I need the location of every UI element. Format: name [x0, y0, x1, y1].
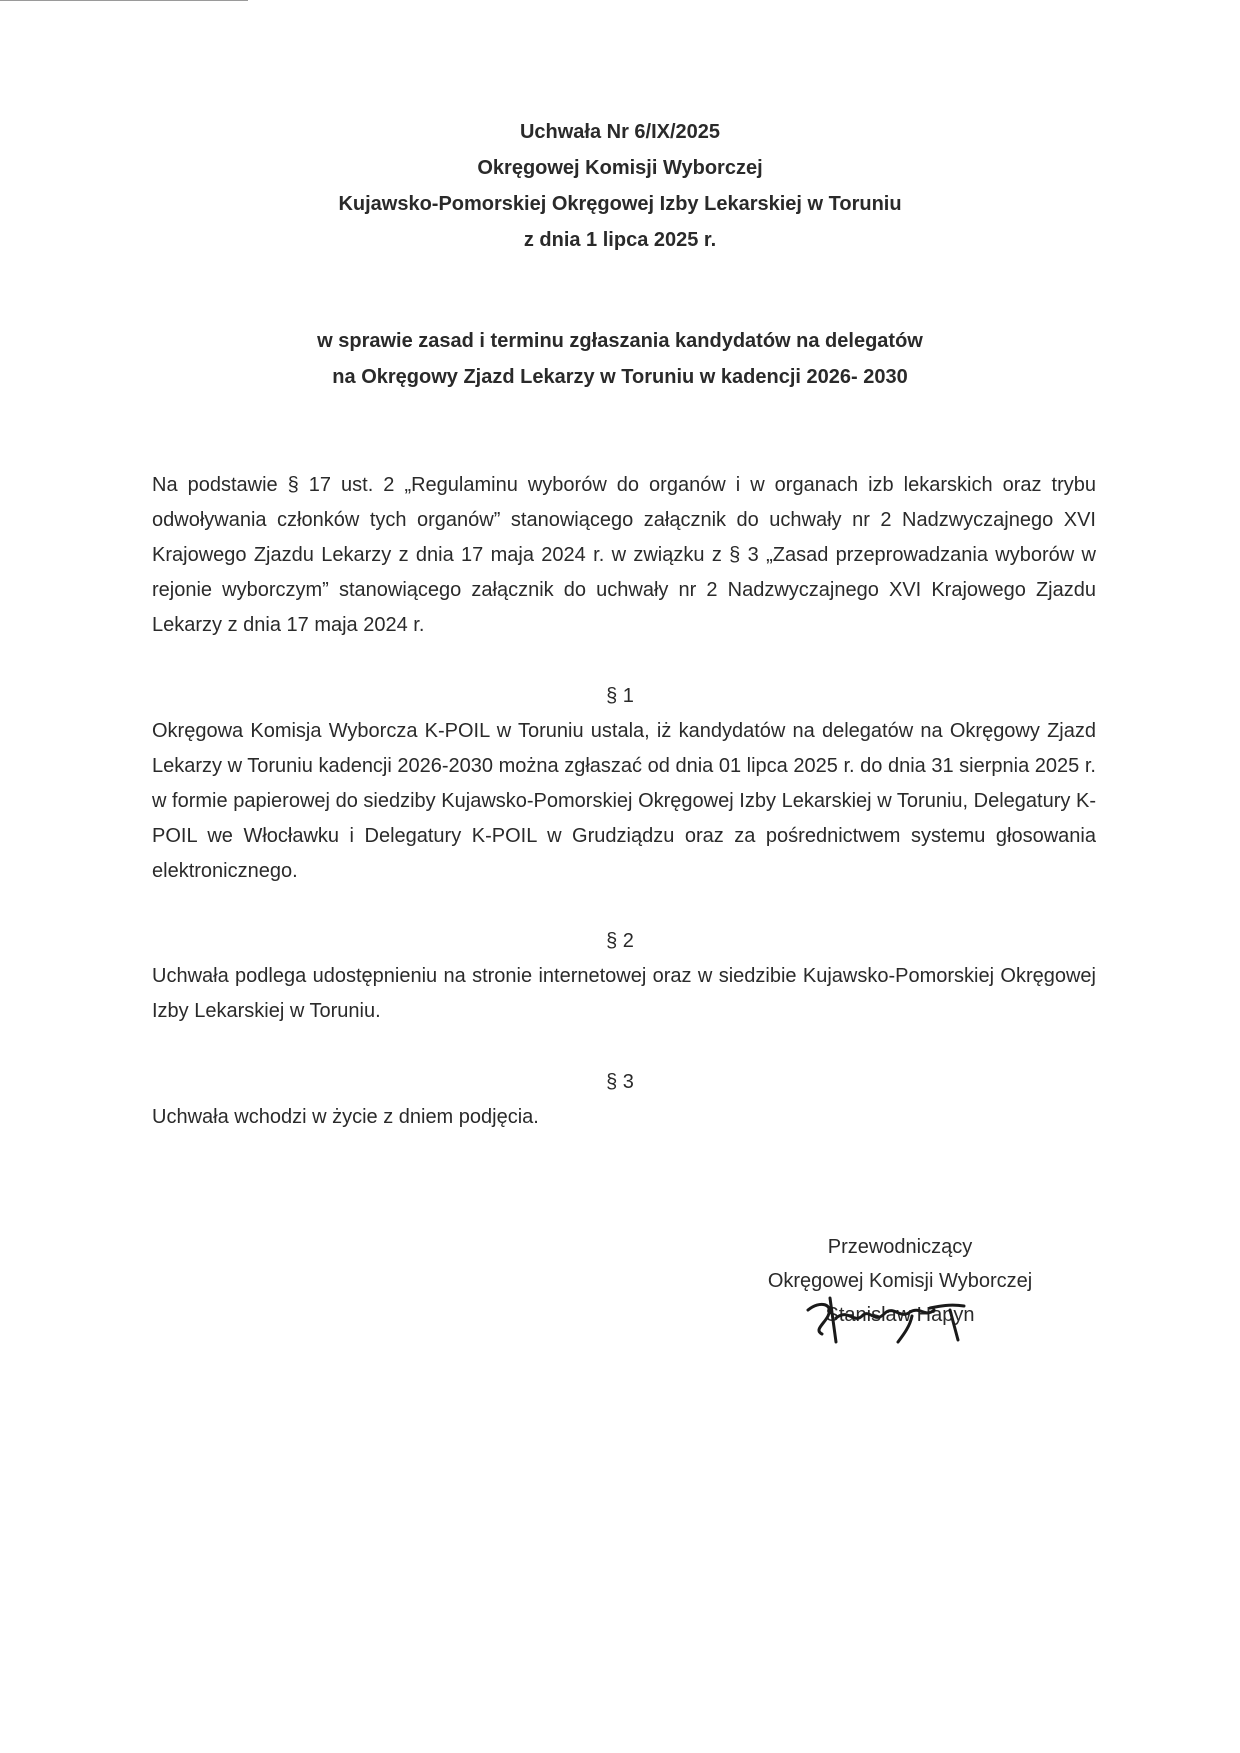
title-line-chamber: Kujawsko-Pomorskiej Okręgowej Izby Lekarskiej w Toruniu	[338, 193, 902, 215]
signer-role-line-2: Okręgowej Komisji Wyborczej	[767, 1270, 1033, 1292]
scan-edge-line	[0, 0, 248, 1]
section-1-mark: § 1	[606, 685, 634, 707]
title-line-number: Uchwała Nr 6/IX/2025	[519, 121, 721, 143]
resolution-title	[0, 114, 1240, 258]
subject-line-1: w sprawie zasad i terminu zgłaszania kandydatów na delegatów	[317, 330, 923, 352]
section-2-mark: § 2	[606, 930, 634, 952]
title-line-date: z dnia 1 lipca 2025 r.	[523, 229, 717, 251]
section-3-text: Uchwała wchodzi w życie z dniem podjęcia.	[152, 1106, 539, 1128]
signer-name: Stanisław Hapyn	[825, 1304, 975, 1326]
subject-line-2: na Okręgowy Zjazd Lekarzy w Toruniu w kadencji 2026- 2030	[332, 366, 908, 388]
section-3-mark: § 3	[606, 1071, 634, 1093]
signer-role-line-1: Przewodniczący	[827, 1236, 973, 1258]
handwritten-signature	[800, 1290, 990, 1350]
section-1-text: Okręgowa Komisja Wyborcza K-POIL w Toruniu ustala, iż kandydatów na delegatów na Okręgowy Zjazd Lekarzy w Toruniu kadencji 2026-2030 można zgłaszać od dnia 01 lipca 2025 r. do dnia 31 sierpnia 2025 r. w formie papierowej do siedziby Kujawsko-Pomorskiej Okręgowej Izby Lekarskiej w Toruniu, Delegatury K-POIL we Włocławku i Delegatury K-POIL w Grudziądzu oraz za pośrednictwem systemu głosowania elektronicznego.	[152, 720, 1096, 882]
section-2-text: Uchwała podlega udostępnieniu na stronie internetowej oraz w siedzibie Kujawsko-Pomorskiej Okręgowej Izby Lekarskiej w Toruniu.	[152, 965, 1096, 1022]
preamble-paragraph: Na podstawie § 17 ust. 2 „Regulaminu wyborów do organów i w organach izb lekarskich oraz trybu odwoływania członków tych organów” stanowiącego załącznik do uchwały nr 2 Nadzwyczajnego XVI Krajowego Zjazdu Lekarzy z dnia 17 maja 2024 r. w związku z § 3 „Zasad przeprowadzania wyborów w rejonie wyborczym” stanowiącego załącznik do uchwały nr 2 Nadzwyczajnego XVI Krajowego Zjazdu Lekarzy z dnia 17 maja 2024 r.	[152, 474, 1096, 636]
title-line-commission: Okręgowej Komisji Wyborczej	[477, 157, 763, 179]
resolution-subject	[0, 323, 1240, 395]
signature-block	[680, 1230, 1120, 1332]
